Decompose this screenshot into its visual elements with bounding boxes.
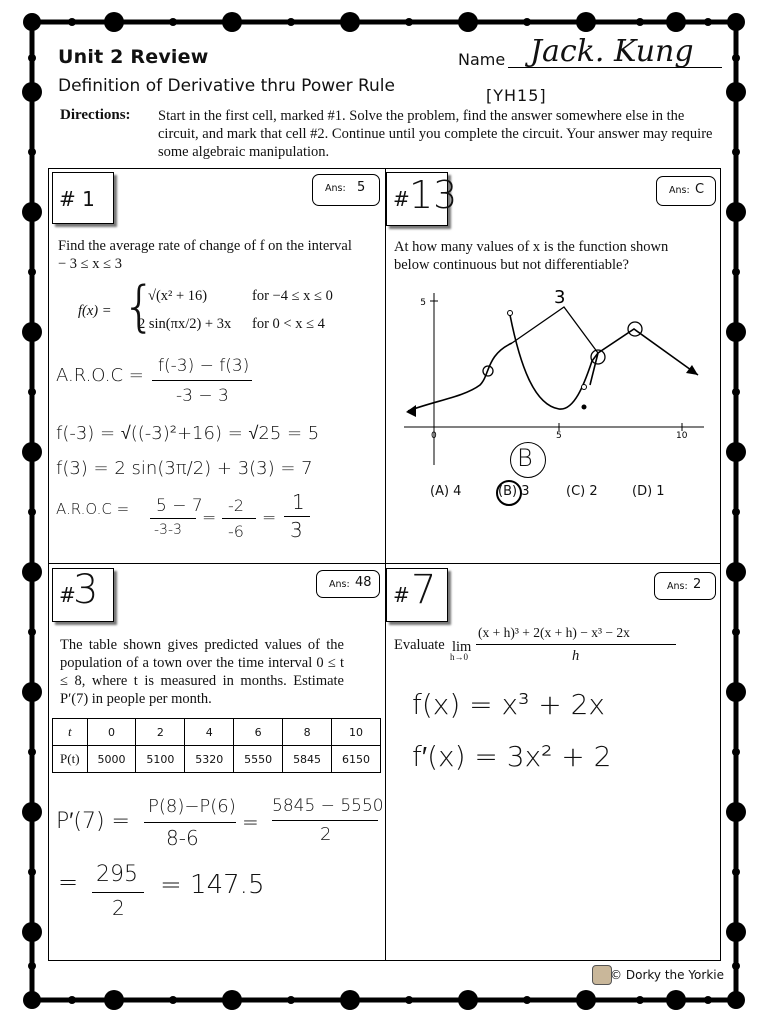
directions-text: Start in the first cell, marked #1. Solve the problem, find the answer somewhere else in the circuit, and mark that cell #2. Continue until you complete the circuit. Your answer may require some algebraic manipulation. bbox=[158, 108, 713, 160]
piecewise-brace: { bbox=[122, 275, 157, 338]
fraction-bar bbox=[92, 892, 144, 893]
equals: = bbox=[58, 868, 79, 896]
table-row bbox=[53, 719, 381, 746]
table-header-cell: 2 bbox=[136, 719, 185, 746]
work-result: = 147.5 bbox=[160, 870, 265, 900]
answer-label: Ans: bbox=[329, 579, 350, 590]
table-cell: 5000 bbox=[87, 746, 136, 773]
open-point bbox=[508, 311, 513, 316]
x-tick-label: 0 bbox=[431, 431, 437, 441]
work-fprime: f′(x) = 3x² + 2 bbox=[412, 740, 612, 773]
table-header-cell: 6 bbox=[234, 719, 283, 746]
answer-box-3 bbox=[316, 570, 380, 598]
circled-answer-letter: B bbox=[517, 444, 533, 472]
y-tick-label: 5 bbox=[420, 298, 426, 308]
choice-b[interactable]: (B) 3 bbox=[498, 484, 530, 499]
curve-left bbox=[408, 343, 512, 411]
table-cell: 5845 bbox=[283, 746, 332, 773]
cell-number-box-7[interactable] bbox=[386, 568, 448, 622]
fraction-bar bbox=[272, 820, 378, 821]
closed-point bbox=[582, 405, 587, 410]
answer-value: C bbox=[695, 182, 705, 197]
table-header-cell: 4 bbox=[185, 719, 234, 746]
fraction-bar bbox=[150, 518, 196, 519]
table-row bbox=[53, 746, 381, 773]
page-subtitle: Definition of Derivative thru Power Rule bbox=[58, 76, 395, 96]
question-1-line2: − 3 ≤ x ≤ 3 bbox=[58, 256, 122, 272]
limit-numerator: (x + h)³ + 2(x + h) − x³ − 2x bbox=[478, 625, 630, 640]
table-cell: 5550 bbox=[234, 746, 283, 773]
equals: = bbox=[202, 508, 217, 528]
work-aroc-bottom: -3 − 3 bbox=[176, 386, 229, 406]
name-label: Name bbox=[458, 50, 506, 69]
directions-label: Directions: bbox=[60, 107, 131, 123]
frac-c-bottom: 3 bbox=[290, 518, 303, 542]
table-header-cell: 0 bbox=[87, 719, 136, 746]
fraction-bar bbox=[222, 518, 256, 519]
limit-symbol: lim bbox=[452, 639, 472, 655]
work-result-top: 295 bbox=[96, 862, 138, 887]
fraction-bar bbox=[144, 822, 236, 823]
limit-denominator: h bbox=[572, 648, 580, 664]
work-pprime-top-2: 5845 − 5550 bbox=[272, 796, 384, 816]
work-pprime-label: P′(7) = bbox=[56, 809, 130, 834]
question-1-line1: Find the average rate of change of f on the interval bbox=[58, 238, 352, 254]
work-aroc-label-2: A.R.O.C = bbox=[56, 500, 130, 518]
cell-number-hash: # bbox=[393, 187, 410, 211]
choice-d[interactable]: (D) 1 bbox=[632, 484, 665, 499]
table-cell: P(t) bbox=[53, 746, 88, 773]
fraction-bar bbox=[152, 380, 252, 381]
open-point bbox=[582, 385, 587, 390]
work-pprime-bottom: 8-6 bbox=[166, 826, 199, 850]
arrow-left bbox=[406, 405, 416, 417]
table-cell: 6150 bbox=[332, 746, 381, 773]
cell-number-box-1[interactable] bbox=[52, 172, 114, 224]
footer-credit: © Dorky the Yorkie bbox=[610, 968, 724, 982]
choice-a[interactable]: (A) 4 bbox=[430, 484, 462, 499]
table-header-cell: 10 bbox=[332, 719, 381, 746]
piece-2: 2 sin(πx/2) + 3x bbox=[138, 316, 232, 332]
piece-1: √(x² + 16) bbox=[148, 288, 208, 304]
work-aroc-label: A.R.O.C = bbox=[56, 365, 144, 386]
piece-1-cond: for −4 ≤ x ≤ 0 bbox=[252, 288, 333, 304]
cell-number-hash: # bbox=[59, 583, 76, 607]
table-cell: 5320 bbox=[185, 746, 234, 773]
table-header-cell: 8 bbox=[283, 719, 332, 746]
evaluate-label: Evaluate bbox=[394, 637, 445, 653]
work-pprime-top: P(8)−P(6) bbox=[148, 796, 236, 817]
question-13: At how many values of x is the function shown below continuous but not differentiable? bbox=[394, 239, 669, 273]
hand-segments bbox=[512, 307, 598, 353]
x-tick-label: 5 bbox=[556, 431, 562, 441]
table-cell: 5100 bbox=[136, 746, 185, 773]
period-note: [YH15] bbox=[486, 86, 547, 105]
name-field[interactable]: Jack. Kung bbox=[530, 34, 694, 69]
piecewise-label: f(x) = bbox=[78, 303, 112, 319]
answer-value: 2 bbox=[693, 577, 702, 592]
work-f-3: f(3) = 2 sin(3π/2) + 3(3) = 7 bbox=[56, 458, 313, 479]
function-graph bbox=[394, 285, 710, 475]
choice-b-circle bbox=[496, 480, 522, 506]
answer-box-7 bbox=[654, 572, 716, 600]
frac-a-top: 5 − 7 bbox=[156, 496, 203, 516]
graph-hand-note: 3 bbox=[554, 287, 566, 308]
curve-right bbox=[590, 329, 698, 385]
cell-number-box-3[interactable] bbox=[52, 568, 114, 622]
answer-value: 5 bbox=[357, 180, 366, 195]
answer-box-1 bbox=[312, 174, 380, 206]
answer-label: Ans: bbox=[325, 183, 346, 194]
work-f-neg3: f(-3) = √((-3)²+16) = √25 = 5 bbox=[56, 423, 320, 444]
answer-value: 48 bbox=[355, 575, 372, 590]
frac-b-top: -2 bbox=[228, 496, 244, 515]
piece-2-cond: for 0 < x ≤ 4 bbox=[252, 316, 325, 332]
equals: = bbox=[242, 810, 259, 834]
fraction-bar bbox=[476, 644, 676, 645]
limit-subscript: h→0 bbox=[450, 652, 468, 662]
work-result-bottom: 2 bbox=[112, 896, 125, 920]
frac-c-top: 1 bbox=[292, 490, 305, 514]
work-pprime-bottom-2: 2 bbox=[320, 824, 332, 845]
curve-parabola bbox=[510, 315, 598, 409]
yorkie-logo-icon bbox=[592, 965, 612, 985]
fraction-bar bbox=[284, 516, 310, 517]
frac-a-bottom: -3-3 bbox=[154, 522, 182, 538]
question-3: The table shown gives predicted values of the population of a town over the time interval 0 ≤ t ≤ 8, where t is measured in months. Estimate P′(7) in people per month. bbox=[60, 637, 344, 707]
x-tick-label: 10 bbox=[676, 431, 688, 441]
cell-number-hand: 13 bbox=[409, 173, 458, 217]
page-title: Unit 2 Review bbox=[58, 46, 209, 68]
arrow-right bbox=[686, 365, 698, 375]
frac-b-bottom: -6 bbox=[228, 522, 244, 541]
cell-number-1: # 1 bbox=[59, 187, 95, 211]
answer-box-13 bbox=[656, 176, 716, 206]
answer-label: Ans: bbox=[667, 581, 688, 592]
choice-c[interactable]: (C) 2 bbox=[566, 484, 598, 499]
work-fx: f(x) = x³ + 2x bbox=[412, 688, 605, 721]
cell-number-hand: 7 bbox=[411, 567, 437, 613]
cell-number-hash: # bbox=[393, 583, 410, 607]
table-header-cell: t bbox=[53, 719, 88, 746]
work-aroc-top: f(-3) − f(3) bbox=[158, 356, 250, 376]
equals: = bbox=[262, 508, 277, 528]
cell-number-box-13[interactable] bbox=[386, 172, 458, 226]
answer-label: Ans: bbox=[669, 185, 690, 196]
population-table bbox=[52, 718, 381, 773]
cell-number-hand: 3 bbox=[73, 567, 99, 613]
